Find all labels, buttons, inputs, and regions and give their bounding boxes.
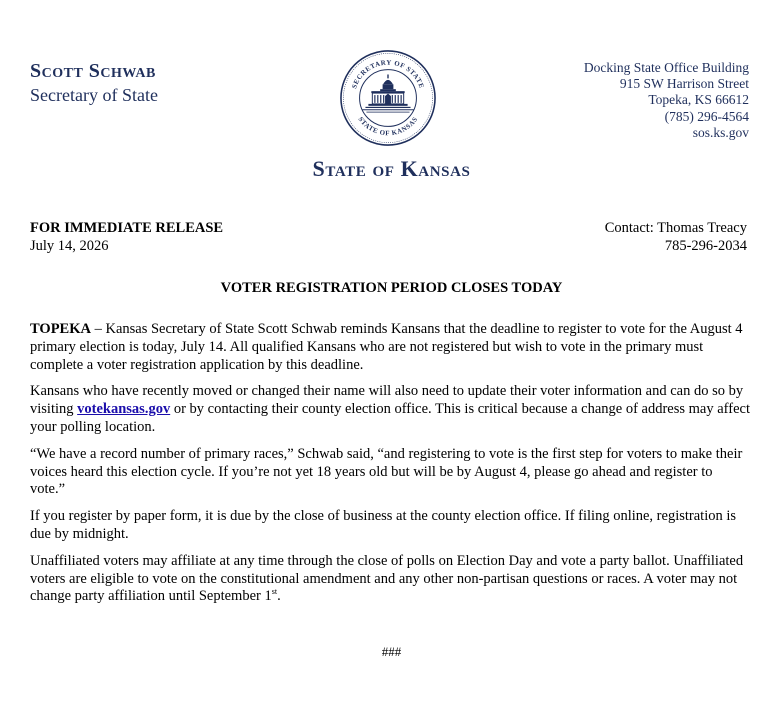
- paragraph-1-text: – Kansas Secretary of State Scott Schwab reminds Kansans that the deadline to register to vote for the August 4 primary election is today, July 14. All qualified Kansans who are not registered but wish to vote in the primary must complete a voter registration application by this deadline.: [30, 321, 743, 373]
- paragraph-1: [30, 321, 750, 374]
- votekansas-link[interactable]: votekansas.gov: [77, 401, 171, 418]
- address-street: 915 SW Harrison Street: [619, 76, 749, 92]
- paragraph-2: [30, 383, 750, 436]
- official-name: Scott Schwab: [30, 60, 156, 82]
- seal-bottom-text: STATE OF KANSAS: [356, 115, 420, 138]
- contact-info: [605, 219, 747, 255]
- end-mark: ###: [381, 644, 402, 659]
- address-building: Docking State Office Building: [583, 60, 749, 75]
- paragraph-5-text: Unaffiliated voters may affiliate at any time through the close of polls on Election Day and vote a party ballot. Unaffiliated voters are eligible to vote on the constitutional amendment and any other non-partisan questions or races. A voter may not change party affiliation until September 1: [30, 552, 744, 605]
- paragraph-5: [30, 553, 750, 606]
- address-website: sos.ks.gov: [692, 124, 749, 140]
- paragraph-3: “We have a record number of primary races,” Schwab said, “and registering to vote is the first step for voters to make their voices heard this election cycle. If you’re not yet 18 years old but will be by August 4, please go ahead and register to vote.”: [30, 445, 743, 498]
- contact-phone: 785-296-2034: [664, 238, 747, 254]
- address-phone: (785) 296-4564: [664, 108, 749, 124]
- contact-name: Contact: Thomas Treacy: [604, 220, 747, 236]
- address-block: [584, 60, 749, 141]
- release-label: FOR IMMEDIATE RELEASE: [30, 220, 224, 236]
- ordinal-suffix: st: [271, 587, 278, 597]
- capitol-building-icon: [363, 74, 414, 112]
- paragraph-2-text-a: Kansans who have recently moved or changed their name will also need to update their voter information and can do so by visiting: [30, 383, 744, 418]
- state-seal: [339, 49, 437, 147]
- headline: VOTER REGISTRATION PERIOD CLOSES TODAY: [220, 280, 563, 296]
- paragraph-4: If you register by paper form, it is due by the close of business at the county election office. If filing online, registration is due by midnight.: [30, 508, 737, 542]
- dateline: TOPEKA: [30, 321, 91, 337]
- release-info: [30, 219, 223, 255]
- release-date: July 14, 2026: [30, 238, 109, 254]
- address-city: Topeka, KS 66612: [648, 92, 749, 108]
- press-release-body: [30, 321, 750, 615]
- state-name: State of Kansas: [312, 156, 471, 181]
- paragraph-2-text-b: or by contacting their county election office. This is critical because a change of address may affect your polling location.: [30, 401, 750, 435]
- official-title: Secretary of State: [30, 85, 158, 105]
- seal-top-text: SECRETARY OF STATE: [351, 59, 425, 90]
- paragraph-5-end: .: [277, 588, 281, 605]
- official-block: [30, 58, 158, 106]
